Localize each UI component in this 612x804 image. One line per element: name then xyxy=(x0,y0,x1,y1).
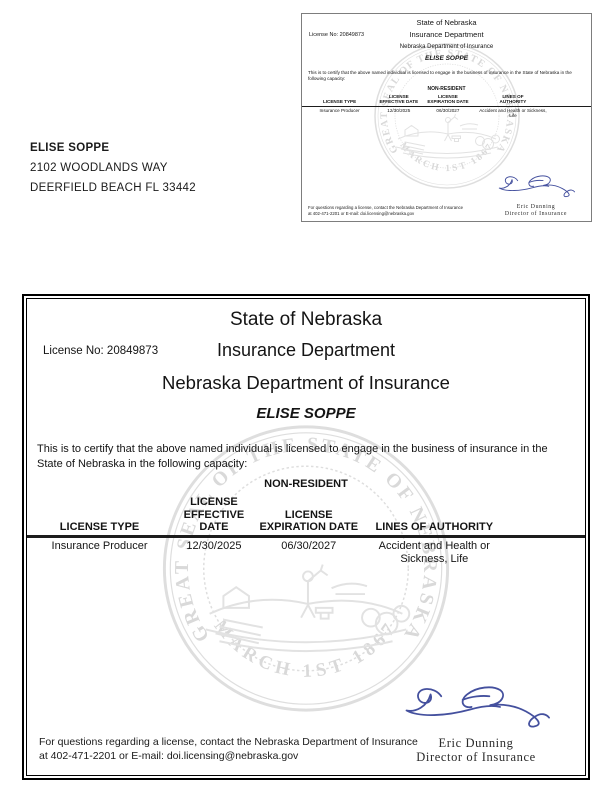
licensee-name: ELISE SOPPE xyxy=(425,55,468,62)
director-signature-icon xyxy=(496,173,576,199)
footer-line-2: at 402-471-2201 or E-mail: doi.licensing@nebraska.gov xyxy=(39,749,299,762)
certificate-inner xyxy=(26,298,586,776)
col-header-license-expiration-date: LICENSE EXPIRATION DATE xyxy=(256,496,362,536)
signature-name: Eric Dunning xyxy=(516,204,556,210)
director-signature-icon xyxy=(400,682,552,731)
col-header-filler xyxy=(551,94,592,106)
certificate-footer xyxy=(39,736,418,763)
agency-title: Nebraska Department of Insurance xyxy=(162,372,450,393)
footer-line-2: at 402-471-2201 or E-mail: doi.licensing@nebraska.gov xyxy=(308,210,415,216)
recipient-address-block xyxy=(30,138,196,198)
col-header-lines-of-authority: LINES OF AUTHORITY xyxy=(362,496,507,536)
signature-block xyxy=(491,173,581,217)
license-certificate-small-copy xyxy=(301,13,592,222)
signature-block xyxy=(391,682,561,764)
col-header-filler xyxy=(507,496,585,536)
col-header-license-effective-date: LICENSE EFFECTIVE DATE xyxy=(172,496,256,536)
certificate-state-title: State of Nebraska xyxy=(416,18,477,27)
license-table xyxy=(27,496,585,567)
department-title: Insurance Department xyxy=(409,30,484,39)
col-header-license-effective-date: LICENSE EFFECTIVE DATE xyxy=(377,94,420,106)
license-table xyxy=(302,94,591,120)
certificate-footer xyxy=(308,205,463,216)
cell-filler xyxy=(551,106,592,120)
license-certificate-large xyxy=(22,294,590,780)
cell-effective-date: 12/30/2025 xyxy=(387,107,411,113)
residency-status: NON-RESIDENT xyxy=(264,478,348,490)
license-table-header-row xyxy=(302,94,591,106)
certification-statement: This is to certify that the above named individual is licensed to engage in the business of insurance in the State of Nebraska in the following capacity: xyxy=(308,70,572,81)
certificate-content xyxy=(302,18,591,120)
col-header-license-type: LICENSE TYPE xyxy=(27,496,172,536)
recipient-city-state-zip: DEERFIELD BEACH FL 33442 xyxy=(30,182,196,194)
license-table-row xyxy=(27,536,585,567)
certification-statement: This is to certify that the above named individual is licensed to engage in the business of insurance in the State of Nebraska in the following capacity: xyxy=(37,443,548,470)
col-header-license-expiration-date: LICENSE EXPIRATION DATE xyxy=(420,94,475,106)
license-number: License No: 20849873 xyxy=(309,32,365,38)
agency-title: Nebraska Department of Insurance xyxy=(399,44,494,50)
certificate-state-title: State of Nebraska xyxy=(229,309,383,330)
certificate-content xyxy=(27,309,585,567)
residency-status: NON-RESIDENT xyxy=(427,85,466,92)
license-table-row xyxy=(302,106,591,120)
cell-lines-of-authority: Accident and Health or Sickness, Life xyxy=(378,539,490,565)
col-header-license-type: LICENSE TYPE xyxy=(302,94,377,106)
signature-name: Eric Dunning xyxy=(438,736,514,750)
department-row xyxy=(27,340,585,361)
recipient-street: 2102 WOODLANDS WAY xyxy=(30,162,168,174)
footer-line-1: For questions regarding a license, contact the Nebraska Department of Insurance xyxy=(39,736,418,748)
col-header-lines-of-authority: LINES OF AUTHORITY xyxy=(475,94,550,106)
cell-filler xyxy=(507,536,585,567)
signature-title: Director of Insurance xyxy=(504,210,568,217)
recipient-name: ELISE SOPPE xyxy=(30,142,110,154)
signature-title: Director of Insurance xyxy=(416,750,536,764)
cell-effective-date: 12/30/2025 xyxy=(186,539,242,552)
department-title: Insurance Department xyxy=(216,340,396,360)
cell-expiration-date: 06/30/2027 xyxy=(436,107,460,113)
licensee-name: ELISE SOPPE xyxy=(256,405,356,422)
footer-line-1: For questions regarding a license, contact the Nebraska Department of Insurance xyxy=(308,205,464,210)
license-table-header-row xyxy=(27,496,585,536)
license-number: License No: 20849873 xyxy=(43,345,159,357)
certificate-inner xyxy=(302,14,591,221)
cell-lines-of-authority: Accident and Health or Sickness, Life xyxy=(479,107,547,119)
cell-license-type: Insurance Producer xyxy=(319,107,360,113)
department-row xyxy=(302,30,591,39)
cell-expiration-date: 06/30/2027 xyxy=(281,539,337,552)
cell-license-type: Insurance Producer xyxy=(51,539,148,552)
